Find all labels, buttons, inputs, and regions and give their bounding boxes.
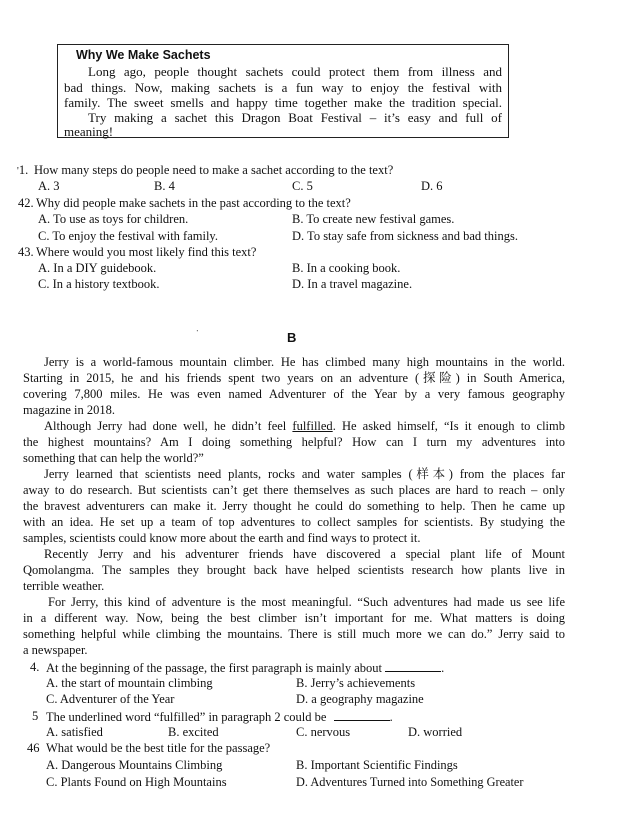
- option: A. the start of mountain climbing: [46, 676, 213, 690]
- question-stem: The underlined word “fulfilled” in paragraph 2 could be .: [46, 710, 393, 724]
- passage-a-line: bad things. Now, making sachets is a fun way to enjoy the festival with: [64, 80, 502, 95]
- option: C. To enjoy the festival with family.: [38, 229, 218, 243]
- option: B. To create new festival games.: [292, 212, 455, 226]
- passage-a-line: family. The sweet smells and happy time together make the tradition special.: [64, 95, 502, 110]
- section-b-label: B: [287, 330, 297, 345]
- paragraph-line: with an idea. He set up a team of top adventures to collect samples for scientists. By studying the: [23, 515, 565, 529]
- option: C. Adventurer of the Year: [46, 692, 175, 706]
- option: A. In a DIY guidebook.: [38, 261, 157, 275]
- answer-blank: [385, 660, 441, 672]
- option: D. Adventures Turned into Something Greater: [296, 775, 524, 789]
- paragraph-line: a newspaper.: [23, 643, 88, 657]
- option: B. Jerry’s achievements: [296, 676, 416, 690]
- passage-a-line: Try making a sachet this Dragon Boat Festival – it’s easy and full of: [88, 110, 502, 125]
- question-stem: At the beginning of the passage, the first paragraph is mainly about .: [46, 661, 445, 675]
- paragraph-line: Although Jerry had done well, he didn’t feel fulfilled. He asked himself, “Is it enough to climb: [44, 419, 566, 433]
- paragraph-line: magazine in 2018.: [23, 403, 115, 417]
- question-number: '1.: [17, 163, 29, 177]
- option: C. nervous: [296, 725, 351, 739]
- paragraph-line: in a different way. Now, being the best climber isn’t important for me. What matters is doing: [23, 611, 565, 625]
- paragraph-line: Recently Jerry and his adventurer friends have discovered a special plant life of Mount: [44, 547, 565, 561]
- option: A. 3: [38, 179, 60, 193]
- question-stem: How many steps do people need to make a sachet according to the text?: [34, 163, 394, 177]
- option: C. 5: [292, 179, 313, 193]
- passage-a-line: meaning!: [64, 124, 114, 139]
- question-stem: Why did people make sachets in the past according to the text?: [36, 196, 351, 210]
- paragraph-line: Jerry learned that scientists need plants, rocks and water samples (样本) from the places far: [44, 467, 565, 481]
- paragraph-line: Jerry is a world-famous mountain climber. He has climbed many high mountains in the world.: [44, 355, 565, 369]
- option: B. 4: [154, 179, 175, 193]
- option: A. satisfied: [46, 725, 103, 739]
- answer-blank: [334, 709, 390, 721]
- option: D. In a travel magazine.: [292, 277, 413, 291]
- paragraph-line: Starting in 2015, he and his friends spent two years on an adventure (探险) in South America,: [23, 371, 565, 385]
- paragraph-line: For Jerry, this kind of adventure is the most meaningful. “Such adventures had made us see life: [48, 595, 565, 609]
- option: D. To stay safe from sickness and bad things.: [292, 229, 518, 243]
- paragraph-line: the bravest adventurers can make it. Jerry thought he could do something to help. Then he came up: [23, 499, 565, 513]
- passage-a-box: [57, 44, 509, 138]
- underlined-word: fulfilled: [292, 419, 333, 433]
- question-number: 5: [32, 709, 39, 723]
- option: C. Plants Found on High Mountains: [46, 775, 227, 789]
- question-number: 42.: [18, 196, 34, 210]
- passage-a-title: Why We Make Sachets: [76, 48, 211, 62]
- paragraph-line: covering 7,800 miles. He was even named Adventurer of the Year by a very famous geography: [23, 387, 565, 401]
- passage-a-line: Long ago, people thought sachets could protect them from illness and: [88, 64, 502, 79]
- question-number: 43.: [18, 245, 34, 259]
- scan-mark: ᐧ: [196, 326, 199, 336]
- paragraph-line: something that can help the world?”: [23, 451, 204, 465]
- question-stem: What would be the best title for the passage?: [46, 741, 271, 755]
- paragraph-line: away to do research. But scientists can’t get there themselves as such places are hard to reach – only: [23, 483, 565, 497]
- paragraph-line: Qomolangma. The samples they brought back have helped scientists research how plants live in: [23, 563, 565, 577]
- question-number: 4.: [30, 660, 40, 674]
- option: C. In a history textbook.: [38, 277, 160, 291]
- paragraph-line: something helpful while climbing the mountains. There is still much more we can do.” Jerry said to: [23, 627, 565, 641]
- option: D. worried: [408, 725, 463, 739]
- option: D. 6: [421, 179, 443, 193]
- option: B. excited: [168, 725, 219, 739]
- option: A. Dangerous Mountains Climbing: [46, 758, 223, 772]
- question-stem: Where would you most likely find this text?: [36, 245, 257, 259]
- paragraph-line: the highest mountains? Am I doing something helpful? How can I turn my adventures into: [23, 435, 565, 449]
- paragraph-line: terrible weather.: [23, 579, 105, 593]
- option: B. Important Scientific Findings: [296, 758, 458, 772]
- option: D. a geography magazine: [296, 692, 424, 706]
- option: B. In a cooking book.: [292, 261, 401, 275]
- paragraph-line: samples, scientists could know more about the earth and find ways to protect it.: [23, 531, 421, 545]
- question-number: 46: [27, 741, 40, 755]
- option: A. To use as toys for children.: [38, 212, 189, 226]
